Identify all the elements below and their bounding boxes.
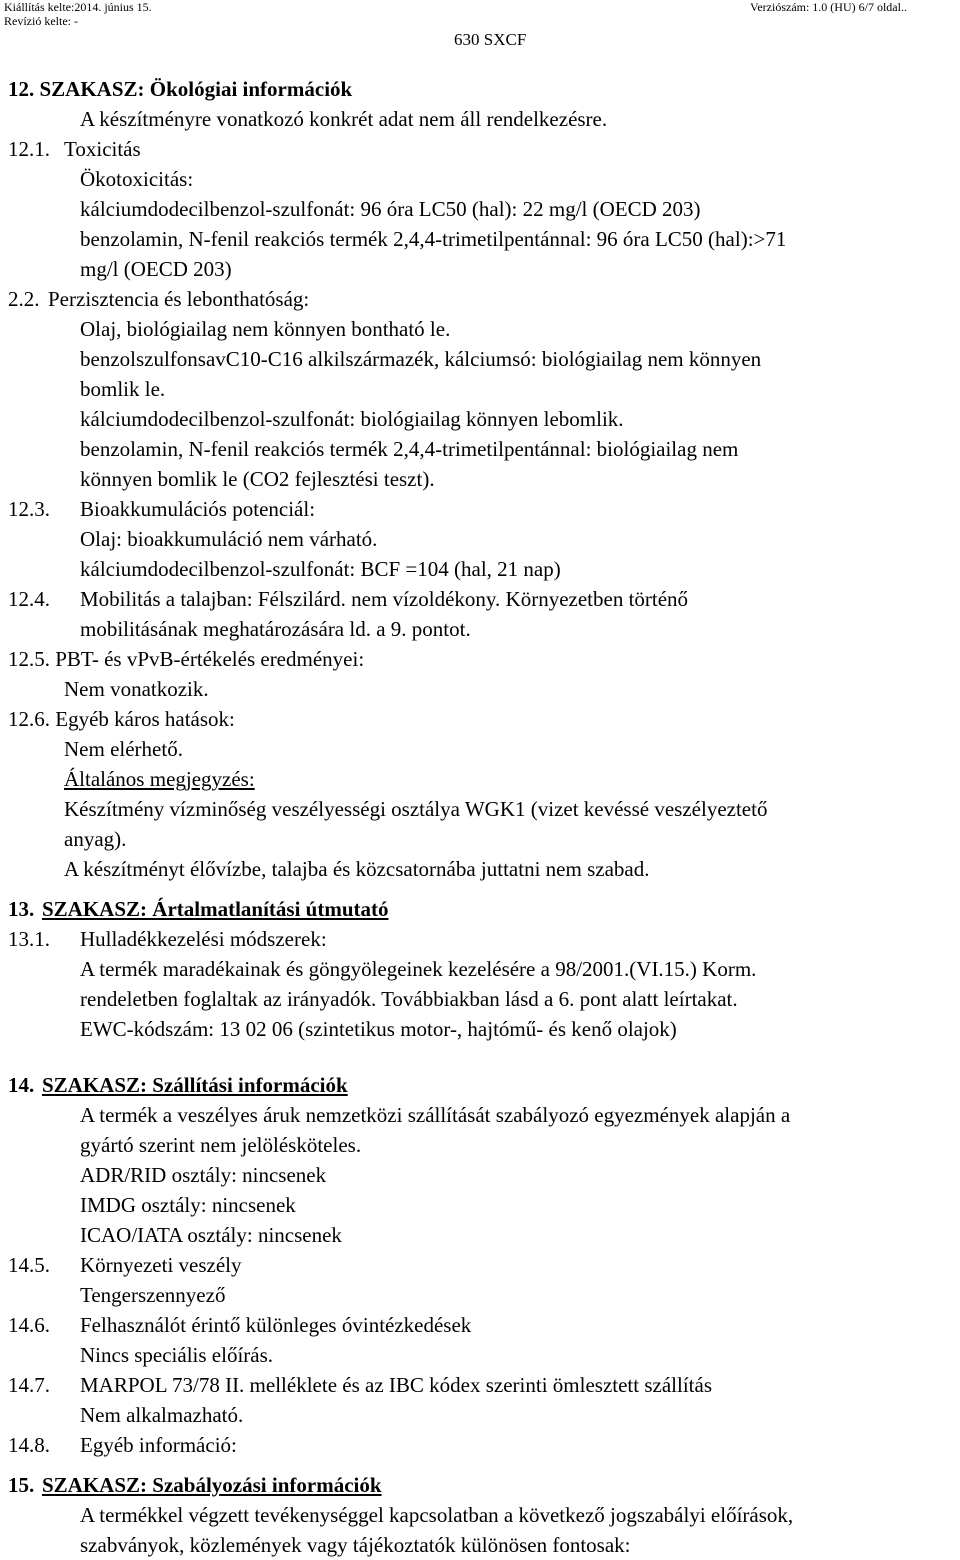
s12-1-line: mg/l (OECD 203) [80, 257, 232, 281]
general-remark-line: Készítmény vízminőség veszélyességi osztálya WGK1 (vizet kevéssé veszélyeztető [64, 797, 768, 821]
s14-5-number: 14.5. [8, 1253, 50, 1277]
s12-2-line: Olaj, biológiailag nem könnyen bontható le. [80, 317, 451, 341]
s12-2-line: bomlik le. [80, 377, 166, 401]
s12-2-line: könnyen bomlik le (CO2 fejlesztési teszt). [80, 467, 435, 491]
s13-1-line: EWC-kódszám: 13 02 06 (szintetikus motor-, hajtómű- és kenő olajok) [80, 1017, 677, 1041]
section-14-heading: SZAKASZ: Szállítási információk [42, 1073, 348, 1097]
s12-2-title: Perzisztencia és lebonthatóság: [48, 287, 310, 311]
product-name: 630 SXCF [454, 30, 527, 49]
section-15-heading: SZAKASZ: Szabályozási információk [42, 1473, 382, 1497]
s12-1-number: 12.1. [8, 137, 50, 161]
s13-1-title: Hulladékkezelési módszerek: [80, 927, 327, 951]
s12-2-line: benzolamin, N-fenil reakciós termék 2,4,4-trimetilpentánnal: biológiailag nem [80, 437, 739, 461]
revision-date: Revízió kelte: - [4, 14, 78, 28]
s12-3-line: kálciumdodecilbenzol-szulfonát: BCF =104 (hal, 21 nap) [80, 557, 561, 581]
issue-date: Kiállítás kelte:2014. június 15. [4, 0, 152, 14]
s12-2-number: 2.2. [8, 287, 40, 311]
s13-1-line: A termék maradékainak és göngyölegeinek kezelésére a 98/2001.(VI.15.) Korm. [80, 957, 757, 981]
s14-line: A termék a veszélyes áruk nemzetközi szállítását szabályozó egyezmények alapján a [80, 1103, 791, 1127]
s14-6-number: 14.6. [8, 1313, 50, 1337]
s14-7-value: Nem alkalmazható. [80, 1403, 244, 1427]
s12-6-title: 12.6. Egyéb káros hatások: [8, 707, 235, 731]
s14-5-title: Környezeti veszély [80, 1253, 242, 1277]
s14-line: ADR/RID osztály: nincsenek [80, 1163, 327, 1187]
s12-1-line: benzolamin, N-fenil reakciós termék 2,4,4-trimetilpentánnal: 96 óra LC50 (hal):>71 [80, 227, 787, 251]
s13-1-number: 13.1. [8, 927, 50, 951]
s12-2-line: benzolszulfonsavC10-C16 alkilszármazék, kálciumsó: biológiailag nem könnyen [80, 347, 762, 371]
s12-4-line: mobilitásának meghatározására ld. a 9. pontot. [80, 617, 471, 641]
s14-5-value: Tengerszennyező [80, 1283, 226, 1307]
s14-6-value: Nincs speciális előírás. [80, 1343, 274, 1367]
s13-1-line: rendeletben foglaltak az irányadók. Továbbiakban lásd a 6. pont alatt leírtakat. [80, 987, 738, 1011]
s12-4-number: 12.4. [8, 587, 50, 611]
s12-4-line: Mobilitás a talajban: Félszilárd. nem vízoldékony. Környezetben történő [80, 587, 689, 611]
s12-3-line: Olaj: bioakkumuláció nem várható. [80, 527, 378, 551]
s12-intro: A készítményre vonatkozó konkrét adat nem áll rendelkezésre. [80, 107, 608, 131]
s12-1-subtitle: Ökotoxicitás: [80, 167, 194, 191]
s14-8-title: Egyéb információ: [80, 1433, 237, 1457]
s14-line: IMDG osztály: nincsenek [80, 1193, 296, 1217]
s15-line: szabványok, közlemények vagy tájékoztatók különösen fontosak: [80, 1533, 631, 1557]
section-15-number: 15. [8, 1473, 35, 1497]
s12-5-title: 12.5. PBT- és vPvB-értékelés eredményei: [8, 647, 365, 671]
s14-line: ICAO/IATA osztály: nincsenek [80, 1223, 342, 1247]
s12-5-line: Nem vonatkozik. [64, 677, 209, 701]
s14-line: gyártó szerint nem jelölésköteles. [80, 1133, 362, 1157]
s14-8-number: 14.8. [8, 1433, 50, 1457]
s12-6-line: Nem elérhető. [64, 737, 183, 761]
s14-6-title: Felhasználót érintő különleges óvintézkedések [80, 1313, 472, 1337]
s14-7-number: 14.7. [8, 1373, 50, 1397]
s12-3-number: 12.3. [8, 497, 50, 521]
general-remark-line: anyag). [64, 827, 127, 851]
version-page: Verziószám: 1.0 (HU) 6/7 oldal.. [750, 0, 907, 14]
s12-1-line: kálciumdodecilbenzol-szulfonát: 96 óra LC50 (hal): 22 mg/l (OECD 203) [80, 197, 701, 221]
section-12-heading: 12. SZAKASZ: Ökológiai információk [8, 77, 353, 101]
s12-3-title: Bioakkumulációs potenciál: [80, 497, 316, 521]
s12-1-title: Toxicitás [64, 137, 141, 161]
s14-7-title: MARPOL 73/78 II. melléklete és az IBC kódex szerinti ömlesztett szállítás [80, 1373, 712, 1397]
general-remark-title: Általános megjegyzés: [64, 767, 255, 791]
section-13-number: 13. [8, 897, 35, 921]
s12-2-line: kálciumdodecilbenzol-szulfonát: biológiailag könnyen lebomlik. [80, 407, 624, 431]
s15-line: A termékkel végzett tevékenységgel kapcsolatban a következő jogszabályi előírások, [80, 1503, 794, 1527]
section-13-heading: SZAKASZ: Ártalmatlanítási útmutató [42, 897, 389, 921]
general-remark-line: A készítményt élővízbe, talajba és közcsatornába juttatni nem szabad. [64, 857, 650, 881]
section-14-number: 14. [8, 1073, 35, 1097]
